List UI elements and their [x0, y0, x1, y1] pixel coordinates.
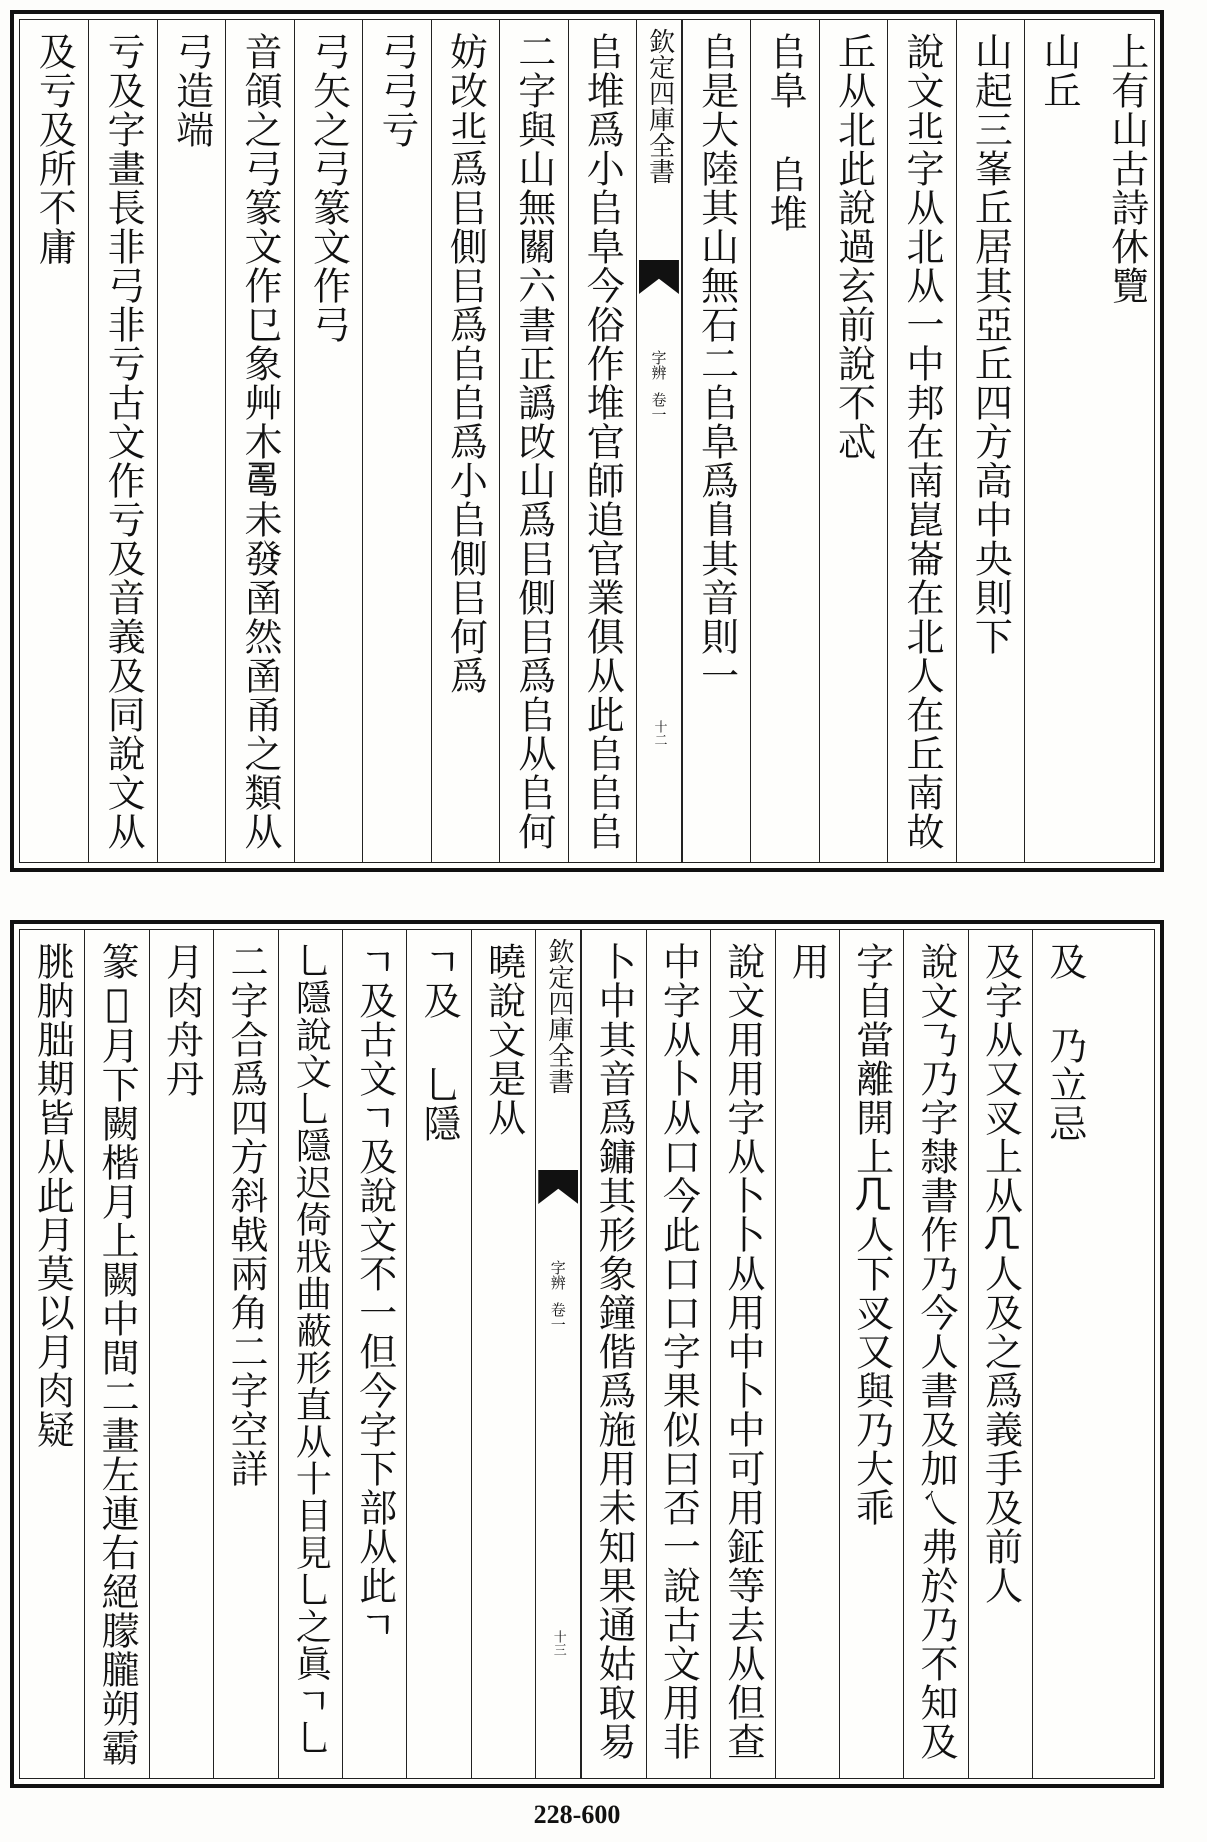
text-column — [342, 930, 406, 1778]
volume-label: 卷一 — [548, 1302, 567, 1332]
page-footer-number: 228-600 — [533, 1800, 621, 1829]
text-column — [775, 930, 839, 1778]
text-column — [903, 930, 967, 1778]
fishtail-mark — [639, 260, 679, 294]
text-column — [750, 20, 818, 862]
text-column — [956, 20, 1024, 862]
book-title: 字辨 — [548, 1260, 567, 1290]
bottom-page — [10, 920, 1164, 1788]
leaf-number: 十二 — [651, 720, 667, 746]
volume-label: 卷一 — [649, 392, 668, 422]
leaf-number: 十三 — [550, 1630, 566, 1656]
column-text: 音頜之弓篆文作㔾象艸木𠷎未發圅然圅甬之類从 — [238, 32, 283, 851]
spine-strip — [535, 930, 581, 1778]
text-column — [88, 20, 156, 862]
text-column — [581, 930, 645, 1778]
column-text: 說文丠字从北从一中邦在南崑崙在北人在丘南故 — [899, 32, 944, 851]
spine-strip — [636, 20, 682, 862]
column-text: 弓矢之弓篆文作弓 — [306, 32, 351, 344]
fishtail-mark — [538, 1170, 578, 1204]
text-column — [157, 20, 225, 862]
column-text: 上有山古詩休覽 — [1104, 32, 1149, 305]
text-column — [471, 930, 535, 1778]
book-title: 字辨 — [649, 350, 668, 380]
column-text: 乚隱說文乚隱迟倚戕曲蔽形直从十目見乚之眞ㄱ乚 — [290, 942, 332, 1756]
text-column — [819, 20, 887, 862]
column-text: 山丘 — [1036, 32, 1081, 110]
column-text: ㄱ及 乚隱 — [417, 942, 462, 1143]
text-column — [431, 20, 499, 862]
text-column — [294, 20, 362, 862]
text-column — [149, 930, 213, 1778]
text-column — [84, 930, 148, 1778]
column-text: 𠂤是大陸其山無石二𠂤阜爲𨸏其音則一 — [694, 32, 739, 695]
text-column — [213, 930, 277, 1778]
text-column — [968, 930, 1032, 1778]
text-column — [887, 20, 955, 862]
column-text: 字自當離開上𠘧人下㕚又與乃大乖 — [849, 942, 894, 1527]
column-text: 妨改丠爲㠯側㠯爲𠂤𠂤爲小𠂤側㠯何爲 — [443, 32, 488, 695]
text-column — [406, 930, 470, 1778]
text-column — [568, 20, 636, 862]
column-text: 中字从卜从口今此口口字果似曰否一說古文用非 — [656, 942, 701, 1761]
text-column — [710, 930, 774, 1778]
text-column — [225, 20, 293, 862]
top-page-frame — [19, 19, 1155, 863]
column-text: 弓造端 — [169, 32, 214, 149]
text-column — [682, 20, 750, 862]
bottom-page-frame — [19, 929, 1155, 1779]
column-text: 及亏及所不庸 — [32, 32, 77, 266]
series-title: 欽定四庫全書 — [543, 938, 574, 1094]
column-text: 𠂤堆爲小𠂤阜今俗作堆官師追官業俱从此𠂤𠂤𠂤 — [580, 32, 625, 851]
column-text: 及 乃立忌 — [1042, 942, 1087, 1143]
column-text: 亏及字畫長非弓非亏古文作亏及音義及同說文从 — [101, 32, 146, 851]
text-column — [1024, 20, 1092, 862]
column-text: 說文用用字从卜卜从用中卜中可用鉦等去从但查 — [720, 942, 765, 1761]
column-text: 山起三峯丘居其亞丘四方高中央則下 — [968, 32, 1013, 656]
column-text: 二字與山無關六書正譌攺山爲㠯側㠯爲𠂤从𠂤何 — [511, 32, 556, 851]
text-column — [278, 930, 342, 1778]
column-text: 曉說文是从 — [481, 942, 526, 1137]
column-text: 朓肭朏期皆从此月莫以月肉疑 — [30, 942, 75, 1449]
text-column — [646, 930, 710, 1778]
column-text: 說文𠄎乃字隸書作乃今人書及加乀弗於乃不知及 — [914, 942, 959, 1761]
text-column — [20, 930, 84, 1778]
column-text: 月肉舟丹 — [159, 942, 204, 1098]
series-title: 欽定四庫全書 — [644, 28, 675, 184]
text-column — [1032, 930, 1096, 1778]
top-page — [10, 10, 1164, 872]
column-text: 篆𠕎月下闕楷月上闕中間二畫左連右絕朦朧朔霸 — [95, 942, 140, 1767]
text-column — [1097, 930, 1161, 1778]
column-text: 丘从北此說過玄前說不忒 — [831, 32, 876, 461]
column-text: 𠂤阜 𠂤堆 — [763, 32, 808, 233]
column-text: 弓弓亏 — [374, 32, 419, 149]
column-text: 用 — [785, 942, 830, 981]
text-column — [499, 20, 567, 862]
text-column — [1093, 20, 1161, 862]
column-text: 二字合爲四方斜㦸兩角二字空詳 — [223, 942, 268, 1488]
text-column — [362, 20, 430, 862]
column-text: 及字从又㕚上从𠘧人及之爲義手及前人 — [978, 942, 1023, 1605]
column-text: 卜中其音爲鏞其形象鐘偕爲施用未知果通姑取易 — [591, 942, 636, 1761]
text-column — [20, 20, 88, 862]
text-column — [839, 930, 903, 1778]
column-text: ㄱ及古文ㄱ及說文不一但今字下部从此ㄱ — [352, 942, 397, 1644]
